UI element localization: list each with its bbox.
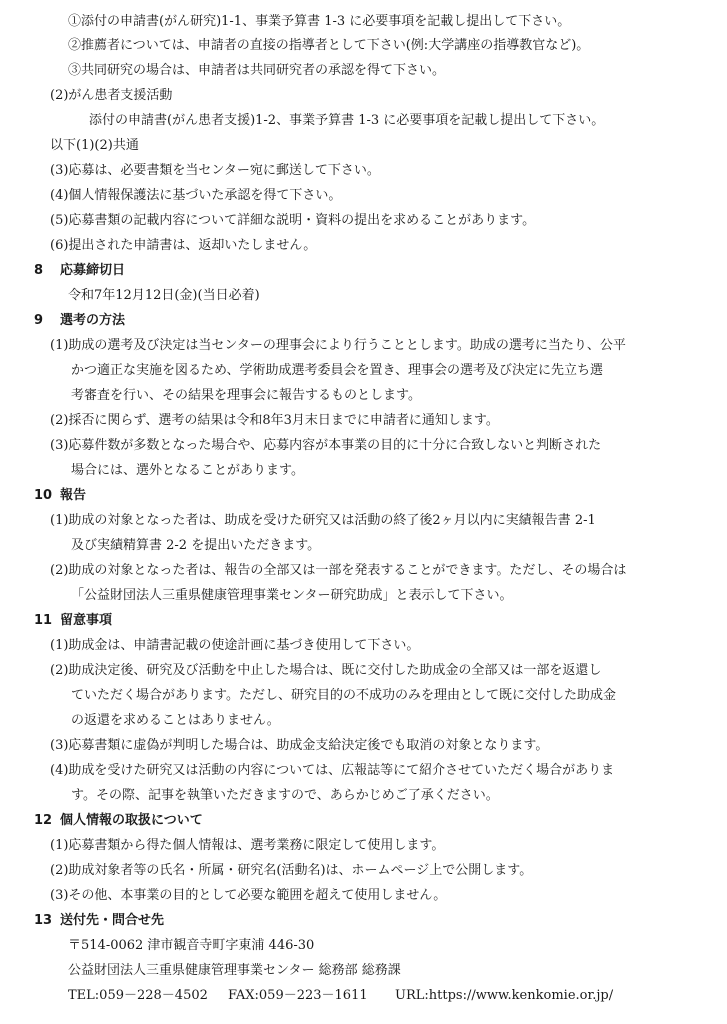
privacy-item-2: (2)助成対象者等の氏名・所属・研究名(活動名)は、ホームページ上で公開します。 xyxy=(50,863,533,878)
contact-organization: 公益財団法人三重県健康管理事業センター 総務部 総務課 xyxy=(68,963,401,978)
section-heading-deadline xyxy=(34,261,125,281)
application-item-2: ②推薦者については、申請者の直接の指導者として下さい(例:大学講座の指導教官など)。 xyxy=(68,38,590,53)
report-item-2-line-2: 「公益財団法人三重県健康管理事業センター研究助成」と表示して下さい。 xyxy=(71,588,513,603)
section-title: 選考の方法 xyxy=(60,313,126,328)
selection-item-2: (2)採否に関らず、選考の結果は令和8年3月末日までに申請者に通知します。 xyxy=(50,413,499,428)
report-item-2-line-1: (2)助成の対象となった者は、報告の全部又は一部を発表することができます。ただし、その場合は xyxy=(50,563,627,578)
section-number: 12 xyxy=(34,813,53,828)
section-title: 報告 xyxy=(60,488,87,503)
section-heading-contact xyxy=(34,911,164,931)
selection-item-1-line-2: かつ適正な実施を図るため、学術助成選考委員会を置き、理事会の選考及び決定に先立ち選 xyxy=(71,363,603,378)
privacy-item-3: (3)その他、本事業の目的として必要な範囲を超えて使用しません。 xyxy=(50,888,447,903)
section-number: 11 xyxy=(34,613,53,628)
common-item-6: (6)提出された申請書は、返却いたしません。 xyxy=(50,238,317,253)
report-item-1-line-1: (1)助成の対象となった者は、助成を受けた研究又は活動の終了後2ヶ月以内に実績報告書 2-1 xyxy=(50,513,596,528)
notes-item-2-line-3: の返還を求めることはありません。 xyxy=(71,713,280,728)
notes-item-4-line-1: (4)助成を受けた研究又は活動の内容については、広報誌等にて紹介させていただく場合がありま xyxy=(50,763,615,778)
contact-address: 〒514-0062 津市観音寺町字東浦 446-30 xyxy=(68,938,315,953)
patient-support-body: 添付の申請書(がん患者支援)1-2、事業予算書 1-3 に必要事項を記載し提出して下さい。 xyxy=(89,113,605,128)
section-title: 個人情報の取扱について xyxy=(60,813,203,828)
section-heading-notes xyxy=(34,611,112,631)
section-heading-report xyxy=(34,486,86,506)
section-title: 送付先・問合せ先 xyxy=(60,913,165,928)
selection-item-1-line-3: 考審査を行い、その結果を理事会に報告するものとします。 xyxy=(71,388,421,403)
notes-item-1: (1)助成金は、申請書記載の使途計画に基づき使用して下さい。 xyxy=(50,638,420,653)
application-item-3: ③共同研究の場合は、申請者は共同研究者の承認を得て下さい。 xyxy=(68,63,446,78)
section-title: 留意事項 xyxy=(60,613,113,628)
common-item-4: (4)個人情報保護法に基づいた承認を得て下さい。 xyxy=(50,188,342,203)
contact-url[interactable]: URL:https://www.kenkomie.or.jp/ xyxy=(395,988,614,1003)
section-heading-privacy xyxy=(34,811,203,831)
section-number: 9 xyxy=(34,313,44,328)
sub-heading-patient-support: (2)がん患者支援活動 xyxy=(50,88,173,103)
application-item-1: ①添付の申請書(がん研究)1-1、事業予算書 1-3 に必要事項を記載し提出して下さい。 xyxy=(68,14,571,29)
section-number: 13 xyxy=(34,913,53,928)
deadline-text: 令和7年12月12日(金)(当日必着) xyxy=(68,288,260,303)
notes-item-3: (3)応募書類に虚偽が判明した場合は、助成金支給決定後でも取消の対象となります。 xyxy=(50,738,549,753)
contact-tel: TEL:059－228－4502 xyxy=(68,988,208,1003)
report-item-1-line-2: 及び実績精算書 2-2 を提出いただきます。 xyxy=(71,538,321,553)
selection-item-3-line-2: 場合には、選外となることがあります。 xyxy=(71,463,304,478)
notes-item-2-line-2: ていただく場合があります。ただし、研究目的の不成功のみを理由として既に交付した助成金 xyxy=(71,688,616,703)
section-number: 8 xyxy=(34,263,44,278)
contact-fax: FAX:059－223－1611 xyxy=(228,988,368,1003)
common-item-5: (5)応募書類の記載内容について詳細な説明・資料の提出を求めることがあります。 xyxy=(50,213,536,228)
common-note: 以下(1)(2)共通 xyxy=(50,138,139,153)
selection-item-1-line-1: (1)助成の選考及び決定は当センターの理事会により行うこととします。助成の選考に当たり、公平 xyxy=(50,338,626,353)
section-heading-selection xyxy=(34,311,125,331)
notes-item-2-line-1: (2)助成決定後、研究及び活動を中止した場合は、既に交付した助成金の全部又は一部を返還し xyxy=(50,663,602,678)
privacy-item-1: (1)応募書類から得た個人情報は、選考業務に限定して使用します。 xyxy=(50,838,445,853)
selection-item-3-line-1: (3)応募件数が多数となった場合や、応募内容が本事業の目的に十分に合致しないと判断された xyxy=(50,438,602,453)
section-number: 10 xyxy=(34,488,53,503)
section-title: 応募締切日 xyxy=(60,263,126,278)
notes-item-4-line-2: す。その際、記事を執筆いただきますので、あらかじめご了承ください。 xyxy=(71,788,499,803)
common-item-3: (3)応募は、必要書類を当センター宛に郵送して下さい。 xyxy=(50,163,380,178)
